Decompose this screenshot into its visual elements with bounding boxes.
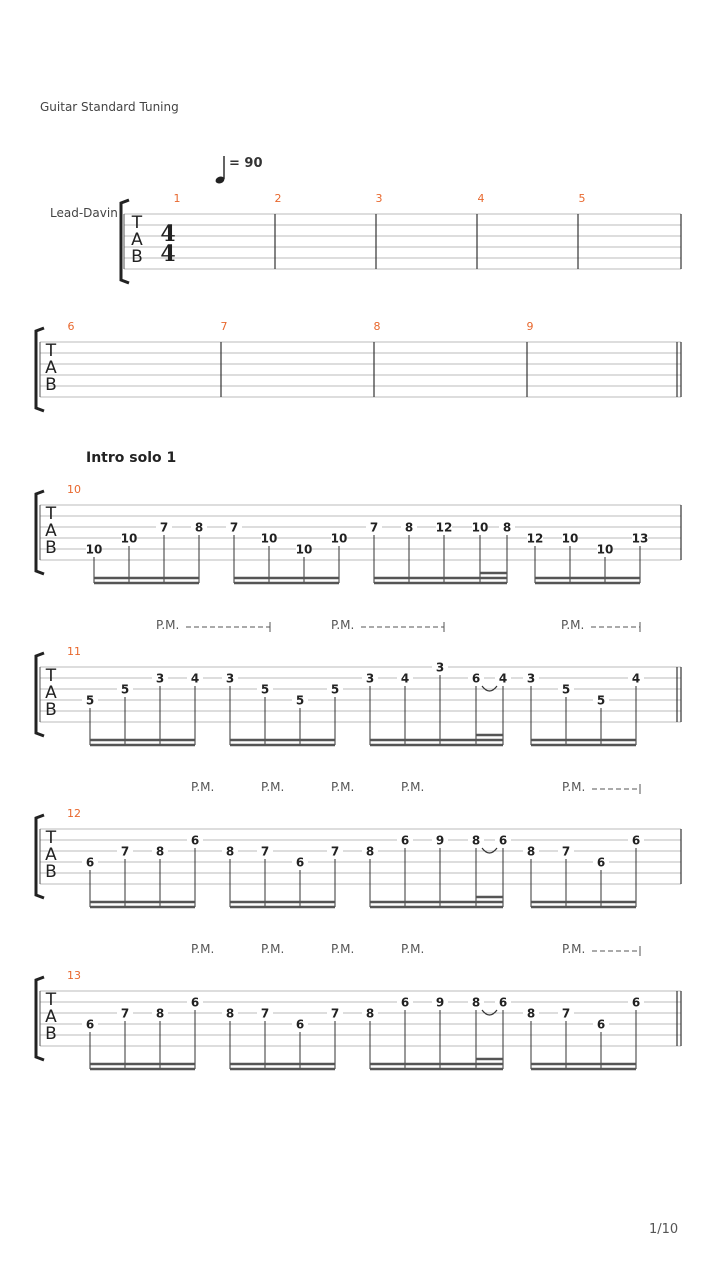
- fret-number: 6: [85, 855, 95, 870]
- tab-clef-letter: T: [45, 504, 57, 524]
- fret-number: 5: [330, 682, 340, 697]
- measure-number: 12: [67, 807, 81, 820]
- tab-clef-letter: T: [45, 341, 57, 361]
- time-signature-top: 4: [160, 221, 176, 247]
- fret-number: 6: [631, 995, 641, 1010]
- fret-number: 5: [260, 682, 270, 697]
- measure-number: 3: [375, 192, 383, 205]
- fret-number: 7: [120, 844, 130, 859]
- tuning-label: Guitar Standard Tuning: [40, 100, 179, 114]
- fret-number: 3: [225, 671, 235, 686]
- system-bracket: [121, 200, 129, 283]
- fret-number: 7: [260, 1006, 270, 1021]
- tab-clef-letter: T: [45, 828, 57, 848]
- fret-number: 5: [596, 693, 606, 708]
- page-number: 1/10: [649, 1222, 679, 1237]
- fret-number: 7: [561, 1006, 571, 1021]
- fret-number: 8: [471, 995, 481, 1010]
- palm-mute-label: P.M.: [401, 942, 425, 956]
- measure-number: 4: [477, 192, 485, 205]
- fret-number: 8: [502, 520, 512, 535]
- fret-number: 8: [404, 520, 414, 535]
- fret-number: 6: [498, 833, 508, 848]
- tab-clef-letter: T: [131, 213, 143, 233]
- fret-number: 6: [498, 995, 508, 1010]
- fret-number: 8: [526, 844, 536, 859]
- fret-number: 8: [155, 844, 165, 859]
- tab-clef-letter: B: [45, 700, 57, 720]
- tab-clef-letter: B: [45, 1024, 57, 1044]
- measure-number: 5: [578, 192, 586, 205]
- fret-number: 8: [225, 1006, 235, 1021]
- tab-clef-letter: T: [45, 666, 57, 686]
- fret-number: 6: [471, 671, 481, 686]
- fret-number: 7: [229, 520, 239, 535]
- fret-number: 8: [526, 1006, 536, 1021]
- fret-number: 6: [596, 1017, 606, 1032]
- fret-number: 10: [330, 531, 348, 546]
- tab-clef-letter: A: [45, 845, 57, 865]
- fret-number: 7: [369, 520, 379, 535]
- measure-number: 1: [173, 192, 181, 205]
- measure-number: 10: [67, 483, 81, 496]
- tempo-value: = 90: [229, 156, 263, 171]
- fret-number: 5: [295, 693, 305, 708]
- tab-clef-letter: T: [45, 990, 57, 1010]
- fret-number: 7: [120, 1006, 130, 1021]
- fret-number: 6: [295, 855, 305, 870]
- fret-number: 6: [400, 833, 410, 848]
- palm-mute-label: P.M.: [261, 780, 285, 794]
- measure-number: 8: [373, 320, 381, 333]
- tab-clef-letter: A: [131, 230, 143, 250]
- fret-number: 10: [295, 542, 313, 557]
- fret-number: 4: [631, 671, 641, 686]
- fret-number: 7: [260, 844, 270, 859]
- palm-mute-label: P.M.: [156, 618, 180, 632]
- fret-number: 3: [435, 660, 445, 675]
- tab-clef-letter: A: [45, 521, 57, 541]
- fret-number: 3: [365, 671, 375, 686]
- measure-number: 6: [67, 320, 75, 333]
- fret-number: 9: [435, 995, 445, 1010]
- palm-mute-label: P.M.: [331, 780, 355, 794]
- time-signature-bottom: 4: [160, 241, 176, 267]
- fret-number: 4: [190, 671, 200, 686]
- fret-number: 10: [120, 531, 138, 546]
- fret-number: 7: [159, 520, 169, 535]
- fret-number: 6: [85, 1017, 95, 1032]
- palm-mute-label: P.M.: [191, 942, 215, 956]
- measure-number: 11: [67, 645, 81, 658]
- measure-number: 13: [67, 969, 81, 982]
- palm-mute-label: P.M.: [331, 618, 355, 632]
- fret-number: 5: [561, 682, 571, 697]
- palm-mute-label: P.M.: [331, 942, 355, 956]
- fret-number: 10: [561, 531, 579, 546]
- fret-number: 10: [85, 542, 103, 557]
- tab-clef-letter: A: [45, 683, 57, 703]
- palm-mute-label: P.M.: [562, 780, 586, 794]
- measure-number: 7: [220, 320, 228, 333]
- fret-number: 6: [190, 833, 200, 848]
- fret-number: 5: [85, 693, 95, 708]
- fret-number: 6: [295, 1017, 305, 1032]
- fret-number: 8: [471, 833, 481, 848]
- fret-number: 6: [400, 995, 410, 1010]
- fret-number: 7: [330, 1006, 340, 1021]
- tab-clef-letter: B: [45, 375, 57, 395]
- fret-number: 10: [260, 531, 278, 546]
- fret-number: 5: [120, 682, 130, 697]
- fret-number: 9: [435, 833, 445, 848]
- fret-number: 8: [365, 1006, 375, 1021]
- palm-mute-label: P.M.: [261, 942, 285, 956]
- fret-number: 12: [526, 531, 544, 546]
- fret-number: 7: [561, 844, 571, 859]
- palm-mute-label: P.M.: [401, 780, 425, 794]
- fret-number: 6: [596, 855, 606, 870]
- section-label: Intro solo 1: [86, 450, 177, 466]
- fret-number: 10: [596, 542, 614, 557]
- tab-clef-letter: B: [45, 538, 57, 558]
- fret-number: 3: [526, 671, 536, 686]
- tab-clef-letter: A: [45, 358, 57, 378]
- fret-number: 4: [400, 671, 410, 686]
- fret-number: 12: [435, 520, 453, 535]
- tab-clef-letter: B: [45, 862, 57, 882]
- fret-number: 8: [365, 844, 375, 859]
- fret-number: 8: [155, 1006, 165, 1021]
- tab-clef-letter: B: [131, 247, 143, 267]
- measure-number: 2: [274, 192, 282, 205]
- fret-number: 7: [330, 844, 340, 859]
- fret-number: 6: [631, 833, 641, 848]
- track-name: Lead-Davin: [50, 206, 118, 220]
- measure-number: 9: [526, 320, 534, 333]
- fret-number: 8: [194, 520, 204, 535]
- fret-number: 10: [471, 520, 489, 535]
- palm-mute-label: P.M.: [191, 780, 215, 794]
- fret-number: 6: [190, 995, 200, 1010]
- fret-number: 3: [155, 671, 165, 686]
- palm-mute-label: P.M.: [562, 942, 586, 956]
- fret-number: 8: [225, 844, 235, 859]
- tab-clef-letter: A: [45, 1007, 57, 1027]
- fret-number: 13: [631, 531, 649, 546]
- palm-mute-label: P.M.: [561, 618, 585, 632]
- fret-number: 4: [498, 671, 508, 686]
